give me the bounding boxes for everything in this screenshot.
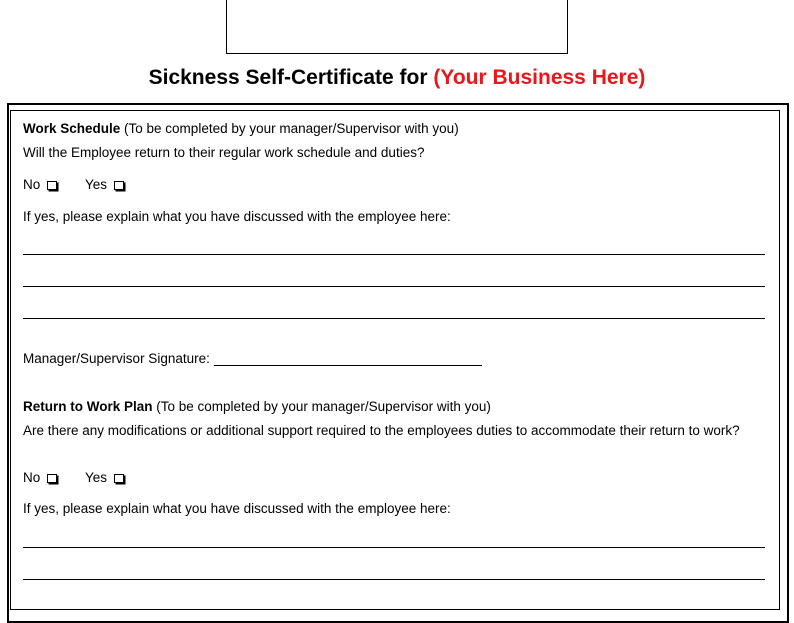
title-business-name: (Your Business Here) — [433, 66, 646, 89]
return-plan-answer-line[interactable] — [23, 579, 765, 580]
logo-placeholder — [226, 0, 568, 54]
title-main: Sickness Self-Certificate for — [148, 66, 434, 89]
return-plan-yes-option[interactable] — [85, 470, 124, 486]
checkbox-icon[interactable] — [47, 474, 57, 483]
return-plan-no-label: No — [23, 470, 41, 485]
work-schedule-options — [23, 177, 124, 193]
return-plan-answer-line[interactable] — [23, 547, 765, 548]
work-schedule-yes-label: Yes — [85, 177, 108, 192]
return-plan-explain-prompt: If yes, please explain what you have discussed with the employee here: — [23, 501, 451, 516]
signature-label: Manager/Supervisor Signature: — [23, 351, 210, 366]
page-title — [0, 64, 794, 92]
work-schedule-no-label: No — [23, 177, 41, 192]
checkbox-icon[interactable] — [114, 181, 124, 190]
signature-row — [23, 351, 482, 367]
return-plan-heading: Return to Work Plan — [23, 399, 153, 414]
return-plan-question: Are there any modifications or additional support required to the employees duties to accommodate their return to work? — [23, 423, 740, 438]
work-schedule-answer-line[interactable] — [23, 254, 765, 255]
signature-line[interactable] — [214, 365, 482, 366]
work-schedule-no-option[interactable] — [23, 177, 57, 193]
work-schedule-question: Will the Employee return to their regular work schedule and duties? — [23, 145, 425, 160]
work-schedule-answer-line[interactable] — [23, 286, 765, 287]
return-plan-no-option[interactable] — [23, 470, 57, 486]
checkbox-icon[interactable] — [114, 474, 124, 483]
work-schedule-answer-line[interactable] — [23, 318, 765, 319]
work-schedule-heading-line — [23, 121, 459, 137]
return-plan-options — [23, 470, 124, 486]
return-plan-heading-line — [23, 399, 491, 415]
work-schedule-explain-prompt: If yes, please explain what you have discussed with the employee here: — [23, 209, 451, 224]
return-plan-yes-label: Yes — [85, 470, 108, 485]
work-schedule-note: (To be completed by your manager/Supervisor with you) — [120, 121, 459, 136]
work-schedule-yes-option[interactable] — [85, 177, 124, 193]
checkbox-icon[interactable] — [47, 181, 57, 190]
return-plan-note: (To be completed by your manager/Supervisor with you) — [152, 399, 491, 414]
work-schedule-heading: Work Schedule — [23, 121, 121, 136]
